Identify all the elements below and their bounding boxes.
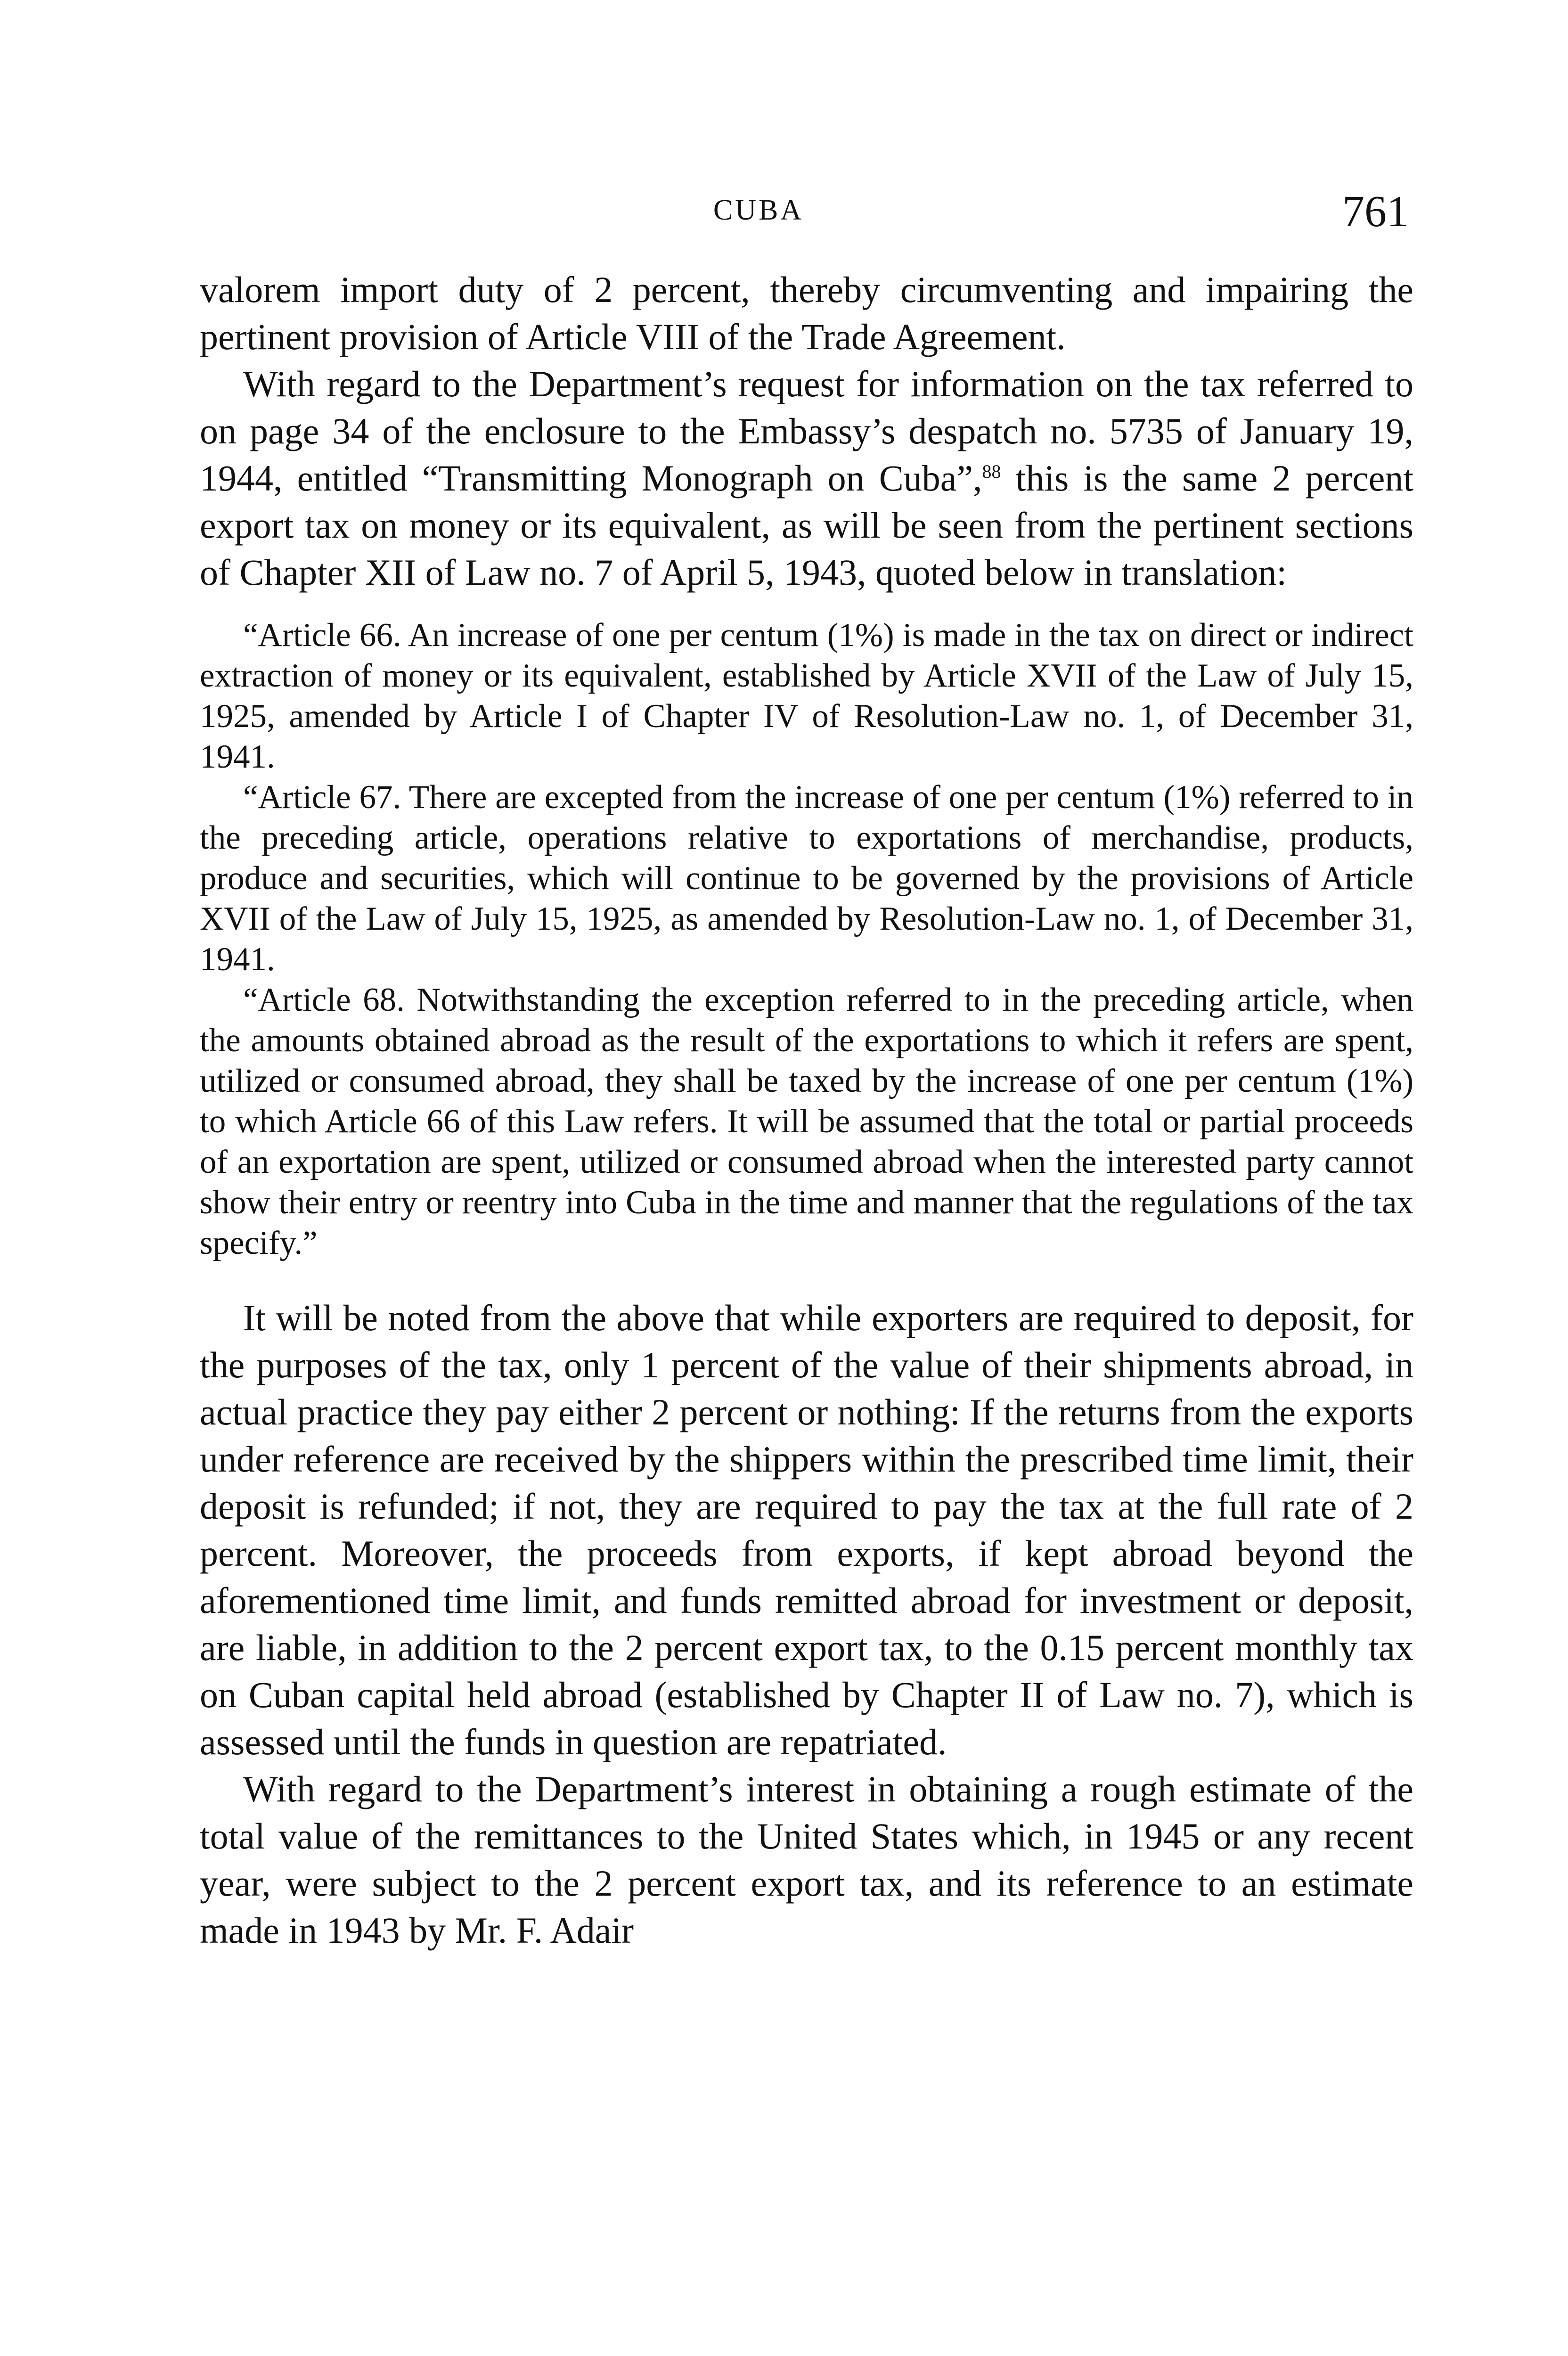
quoted-article-68: “Article 68. Notwithstanding the exception referred to in the preceding article, when the amounts obtained abroad as the result of the exportations to which it refers are spent, utilized or consumed abroad, they shall be taxed by the increase of one per centum (1%) to which Article 66 of this Law refers. It will be assumed that the total or partial proceeds of an exportation are spent, utilized or consumed abroad when the interested party cannot show their entry or reentry into Cuba in the time and manner that the regulations of the tax specify.”: [200, 982, 1413, 1261]
paragraph-continuation: valorem import duty of 2 percent, thereby circumventing and impairing the pertinent provision of Article VIII of the Trade Agreement.: [200, 269, 1413, 357]
running-title: CUBA: [713, 194, 804, 226]
quoted-law-articles: [200, 615, 1413, 1263]
paragraph-remittance-estimate: With regard to the Department’s interest in obtaining a rough estimate of the total value of the remittances to the United States which, in 1945 or any recent year, were subject to the 2 percent export tax, and its reference to an estimate made in 1943 by Mr. F. Adair: [200, 1768, 1413, 1951]
paragraph-exporter-deposit: It will be noted from the above that while exporters are required to deposit, for the purposes of the tax, only 1 percent of the value of their shipments abroad, in actual practice they pay either 2 percent or nothing: If the returns from the exports under reference are received by the shippers within the prescribed time limit, their deposit is refunded; if not, they are required to pay the tax at the full rate of 2 percent. Moreover, the proceeds from exports, if kept abroad beyond the aforementioned time limit, and funds remitted abroad for investment or deposit, are liable, in addition to the 2 percent export tax, to the 0.15 percent monthly tax on Cuban capital held abroad (established by Chapter II of Law no. 7), which is assessed until the funds in question are repatriated.: [200, 1297, 1413, 1762]
paragraph-text-after-footnote: this is the same 2 percent export tax on money or its equivalent, as will be seen from the pertinent sections of Chapter XII of Law no. 7 of April 5, 1943, quoted below in translation:: [200, 458, 1413, 593]
quoted-article-67: “Article 67. There are excepted from the increase of one per centum (1%) referred to in the preceding article, operations relative to exportations of merchandise, products, produce and securities, which will continue to be governed by the provisions of Article XVII of the Law of July 15, 1925, as amended by Resolution-Law no. 1, of December 31, 1941.: [200, 779, 1413, 978]
paragraph-tax-reference: [200, 360, 1413, 596]
running-header: [0, 186, 1568, 238]
quoted-article-66: “Article 66. An increase of one per centum (1%) is made in the tax on direct or indirect extraction of money or its equivalent, established by Article XVII of the Law of July 15, 1925, amended by Article I of Chapter IV of Resolution-Law no. 1, of December 31, 1941.: [200, 617, 1413, 775]
paragraph-text-before-footnote: With regard to the Department’s request for information on the tax referred to on page 34 of the enclosure to the Embassy’s despatch no. 5735 of January 19, 1944, entitled “Transmitting Monograph on Cuba”,: [200, 363, 1413, 499]
page-number: 761: [1342, 187, 1409, 236]
main-text: [200, 266, 1413, 1954]
footnote-reference-88: 88: [982, 461, 1001, 482]
